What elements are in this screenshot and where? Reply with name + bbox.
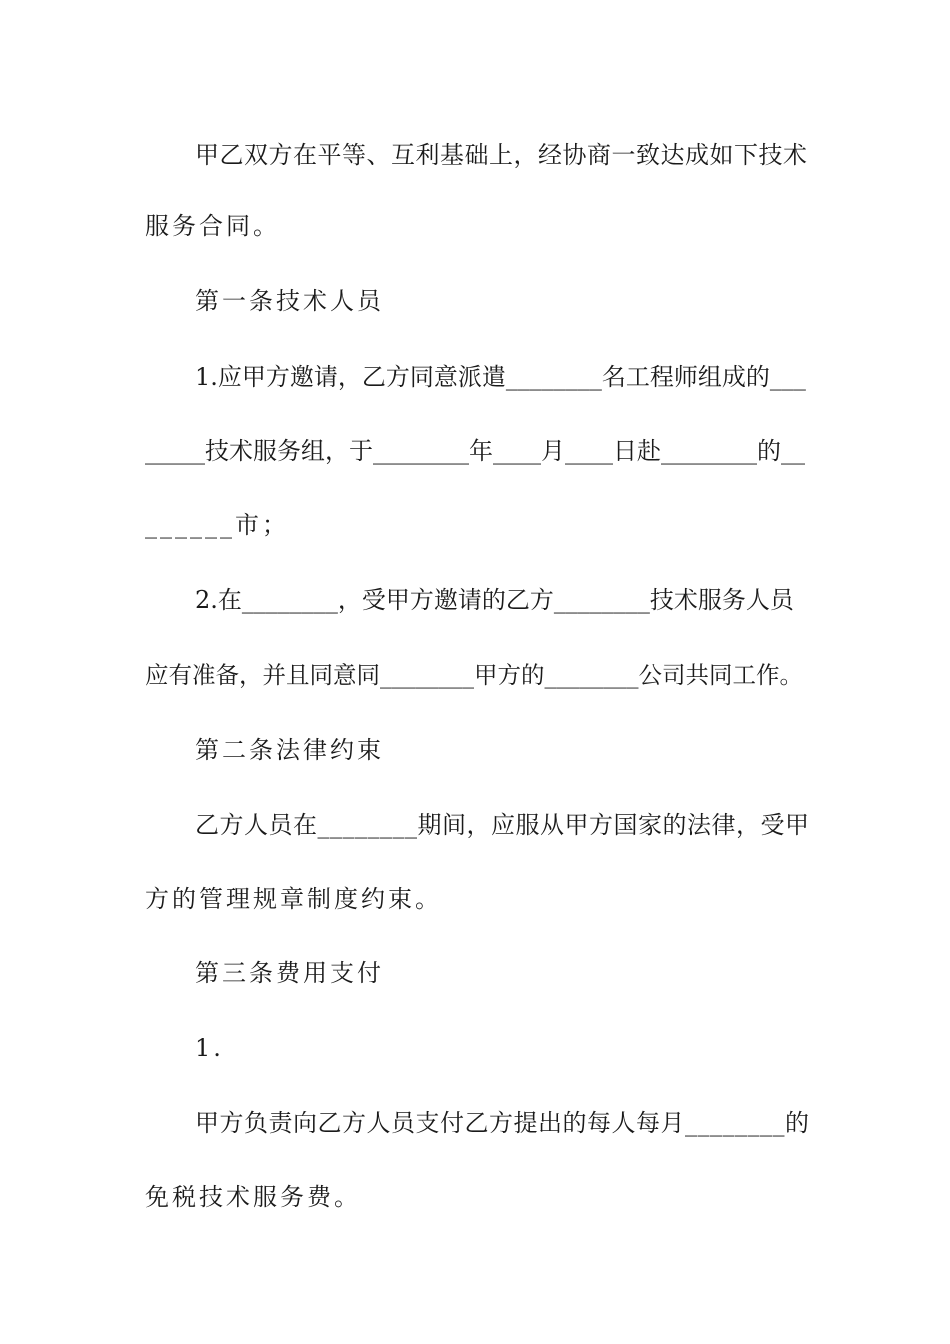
article-1-item-1-line-1: 1.应甲方邀请，乙方同意派遣________名工程师组成的___ (195, 363, 806, 391)
article-2-heading: 第二条法律约束 (195, 736, 384, 764)
article-3-heading: 第三条费用支付 (195, 959, 384, 987)
article-3-item-1-line-1: 甲方负责向乙方人员支付乙方提出的每人每月________的 (195, 1109, 810, 1137)
article-1-item-1-line-2: _____技术服务组，于________年____月____日赴________的__ (145, 437, 805, 465)
article-1-heading: 第一条技术人员 (195, 287, 384, 315)
paragraph-intro-line-1: 甲乙双方在平等、互利基础上，经协商一致达成如下技术 (195, 141, 808, 169)
article-1-item-2-line-2: 应有准备，并且同意同________甲方的________公司共同工作。 (145, 661, 803, 689)
article-1-item-1-line-3: ______市； (145, 511, 289, 539)
paragraph-intro-line-2: 服务合同。 (145, 212, 280, 240)
article-1-item-2-line-1: 2.在________，受甲方邀请的乙方________技术服务人员 (195, 586, 794, 614)
article-2-body-line-2: 方的管理规章制度约束。 (145, 885, 442, 913)
article-3-item-1-number: 1. (195, 1034, 224, 1062)
article-2-body-line-1: 乙方人员在________期间，应服从甲方国家的法律，受甲 (195, 811, 810, 839)
article-3-item-1-line-2: 免税技术服务费。 (145, 1183, 361, 1211)
